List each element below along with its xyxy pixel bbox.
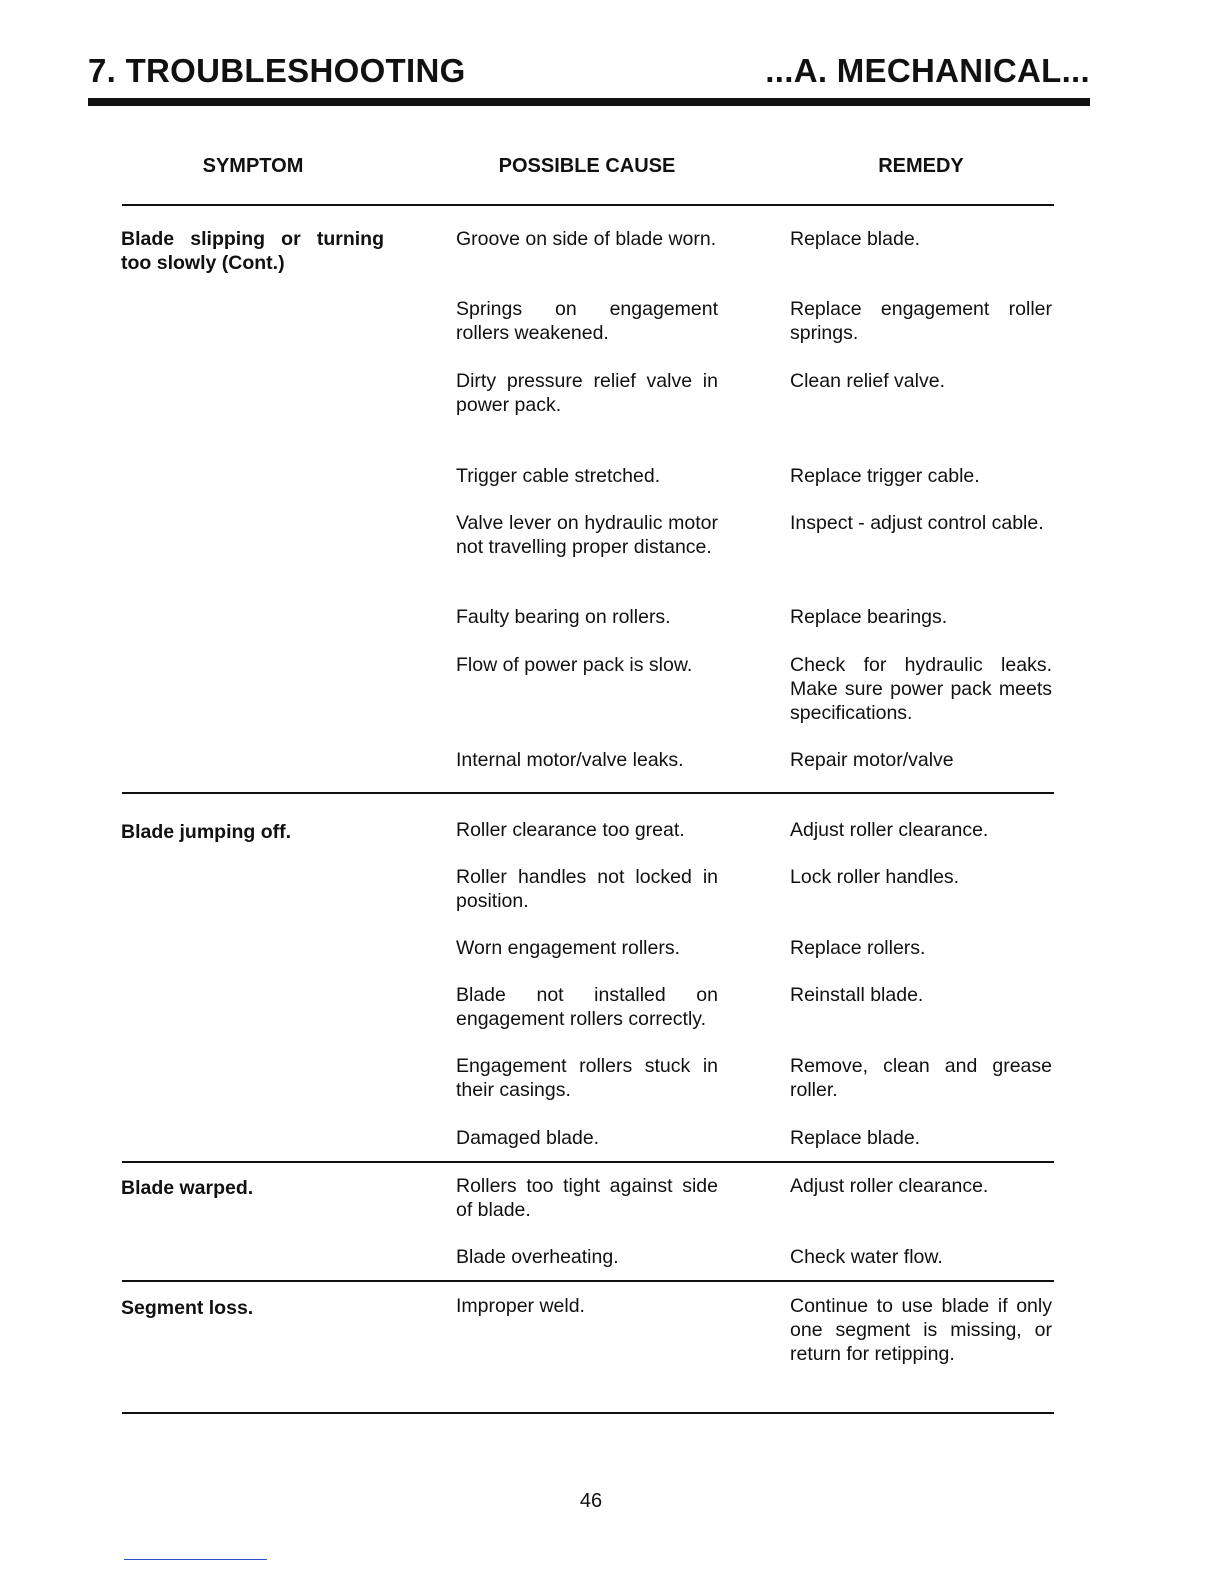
table-bottom-divider: [122, 1412, 1054, 1414]
remedy-cell: Check for hydraulic leaks. Make sure power pack meets specifications.: [790, 654, 1052, 724]
group-divider: [122, 792, 1054, 794]
remedy-cell: Clean relief valve.: [790, 370, 945, 392]
column-header-cause: POSSIBLE CAUSE: [498, 155, 676, 177]
cause-cell: Springs on engagement rollers weakened.: [456, 298, 718, 344]
column-header-remedy: REMEDY: [878, 155, 964, 177]
cause-cell: Damaged blade.: [456, 1127, 600, 1149]
remedy-cell: Continue to use blade if only one segment is missing, or return for retipping.: [790, 1295, 1052, 1365]
cause-cell: Internal motor/valve leaks.: [456, 749, 684, 771]
symptom-blade-jumping: Blade jumping off.: [121, 821, 292, 843]
header-divider: [122, 204, 1054, 206]
remedy-cell: Replace bearings.: [790, 606, 948, 628]
remedy-cell: Adjust roller clearance.: [790, 1175, 989, 1197]
remedy-cell: Adjust roller clearance.: [790, 819, 989, 841]
column-header-symptom: SYMPTOM: [202, 155, 304, 177]
group-divider: [122, 1280, 1054, 1282]
cause-cell: Blade overheating.: [456, 1246, 619, 1268]
page-number: 46: [579, 1490, 603, 1512]
symptom-blade-warped: Blade warped.: [121, 1177, 254, 1199]
remedy-cell: Replace engagement roller springs.: [790, 298, 1052, 344]
remedy-cell: Remove, clean and grease roller.: [790, 1055, 1052, 1101]
remedy-cell: Check water flow.: [790, 1246, 943, 1268]
remedy-cell: Inspect - adjust control cable.: [790, 512, 1044, 534]
cause-cell: Roller handles not locked in position.: [456, 866, 718, 912]
remedy-cell: Replace rollers.: [790, 937, 926, 959]
remedy-cell: Lock roller handles.: [790, 866, 960, 888]
footer-line: [124, 1559, 267, 1560]
cause-cell: Dirty pressure relief valve in power pack.: [456, 370, 718, 416]
subsection-title: ...A. MECHANICAL...: [765, 52, 1090, 89]
cause-cell: Roller clearance too great.: [456, 819, 685, 841]
remedy-cell: Replace blade.: [790, 1127, 921, 1149]
cause-cell: Flow of power pack is slow.: [456, 654, 693, 676]
symptom-blade-slipping: Blade slipping or turning too slowly (Cont.): [121, 228, 384, 274]
cause-cell: Valve lever on hydraulic motor not travelling proper distance.: [456, 512, 718, 558]
symptom-segment-loss: Segment loss.: [121, 1297, 254, 1319]
remedy-cell: Repair motor/valve: [790, 749, 954, 771]
cause-cell: Worn engagement rollers.: [456, 937, 681, 959]
cause-cell: Improper weld.: [456, 1295, 585, 1317]
group-divider: [122, 1161, 1054, 1163]
cause-cell: Blade not installed on engagement rollers correctly.: [456, 984, 718, 1030]
remedy-cell: Reinstall blade.: [790, 984, 924, 1006]
section-title: 7. TROUBLESHOOTING: [88, 52, 466, 89]
remedy-cell: Replace blade.: [790, 228, 921, 250]
cause-cell: Engagement rollers stuck in their casings.: [456, 1055, 718, 1101]
cause-cell: Faulty bearing on rollers.: [456, 606, 671, 628]
cause-cell: Rollers too tight against side of blade.: [456, 1175, 718, 1221]
remedy-cell: Replace trigger cable.: [790, 465, 980, 487]
cause-cell: Groove on side of blade worn.: [456, 228, 717, 250]
cause-cell: Trigger cable stretched.: [456, 465, 661, 487]
title-divider: [88, 98, 1090, 106]
